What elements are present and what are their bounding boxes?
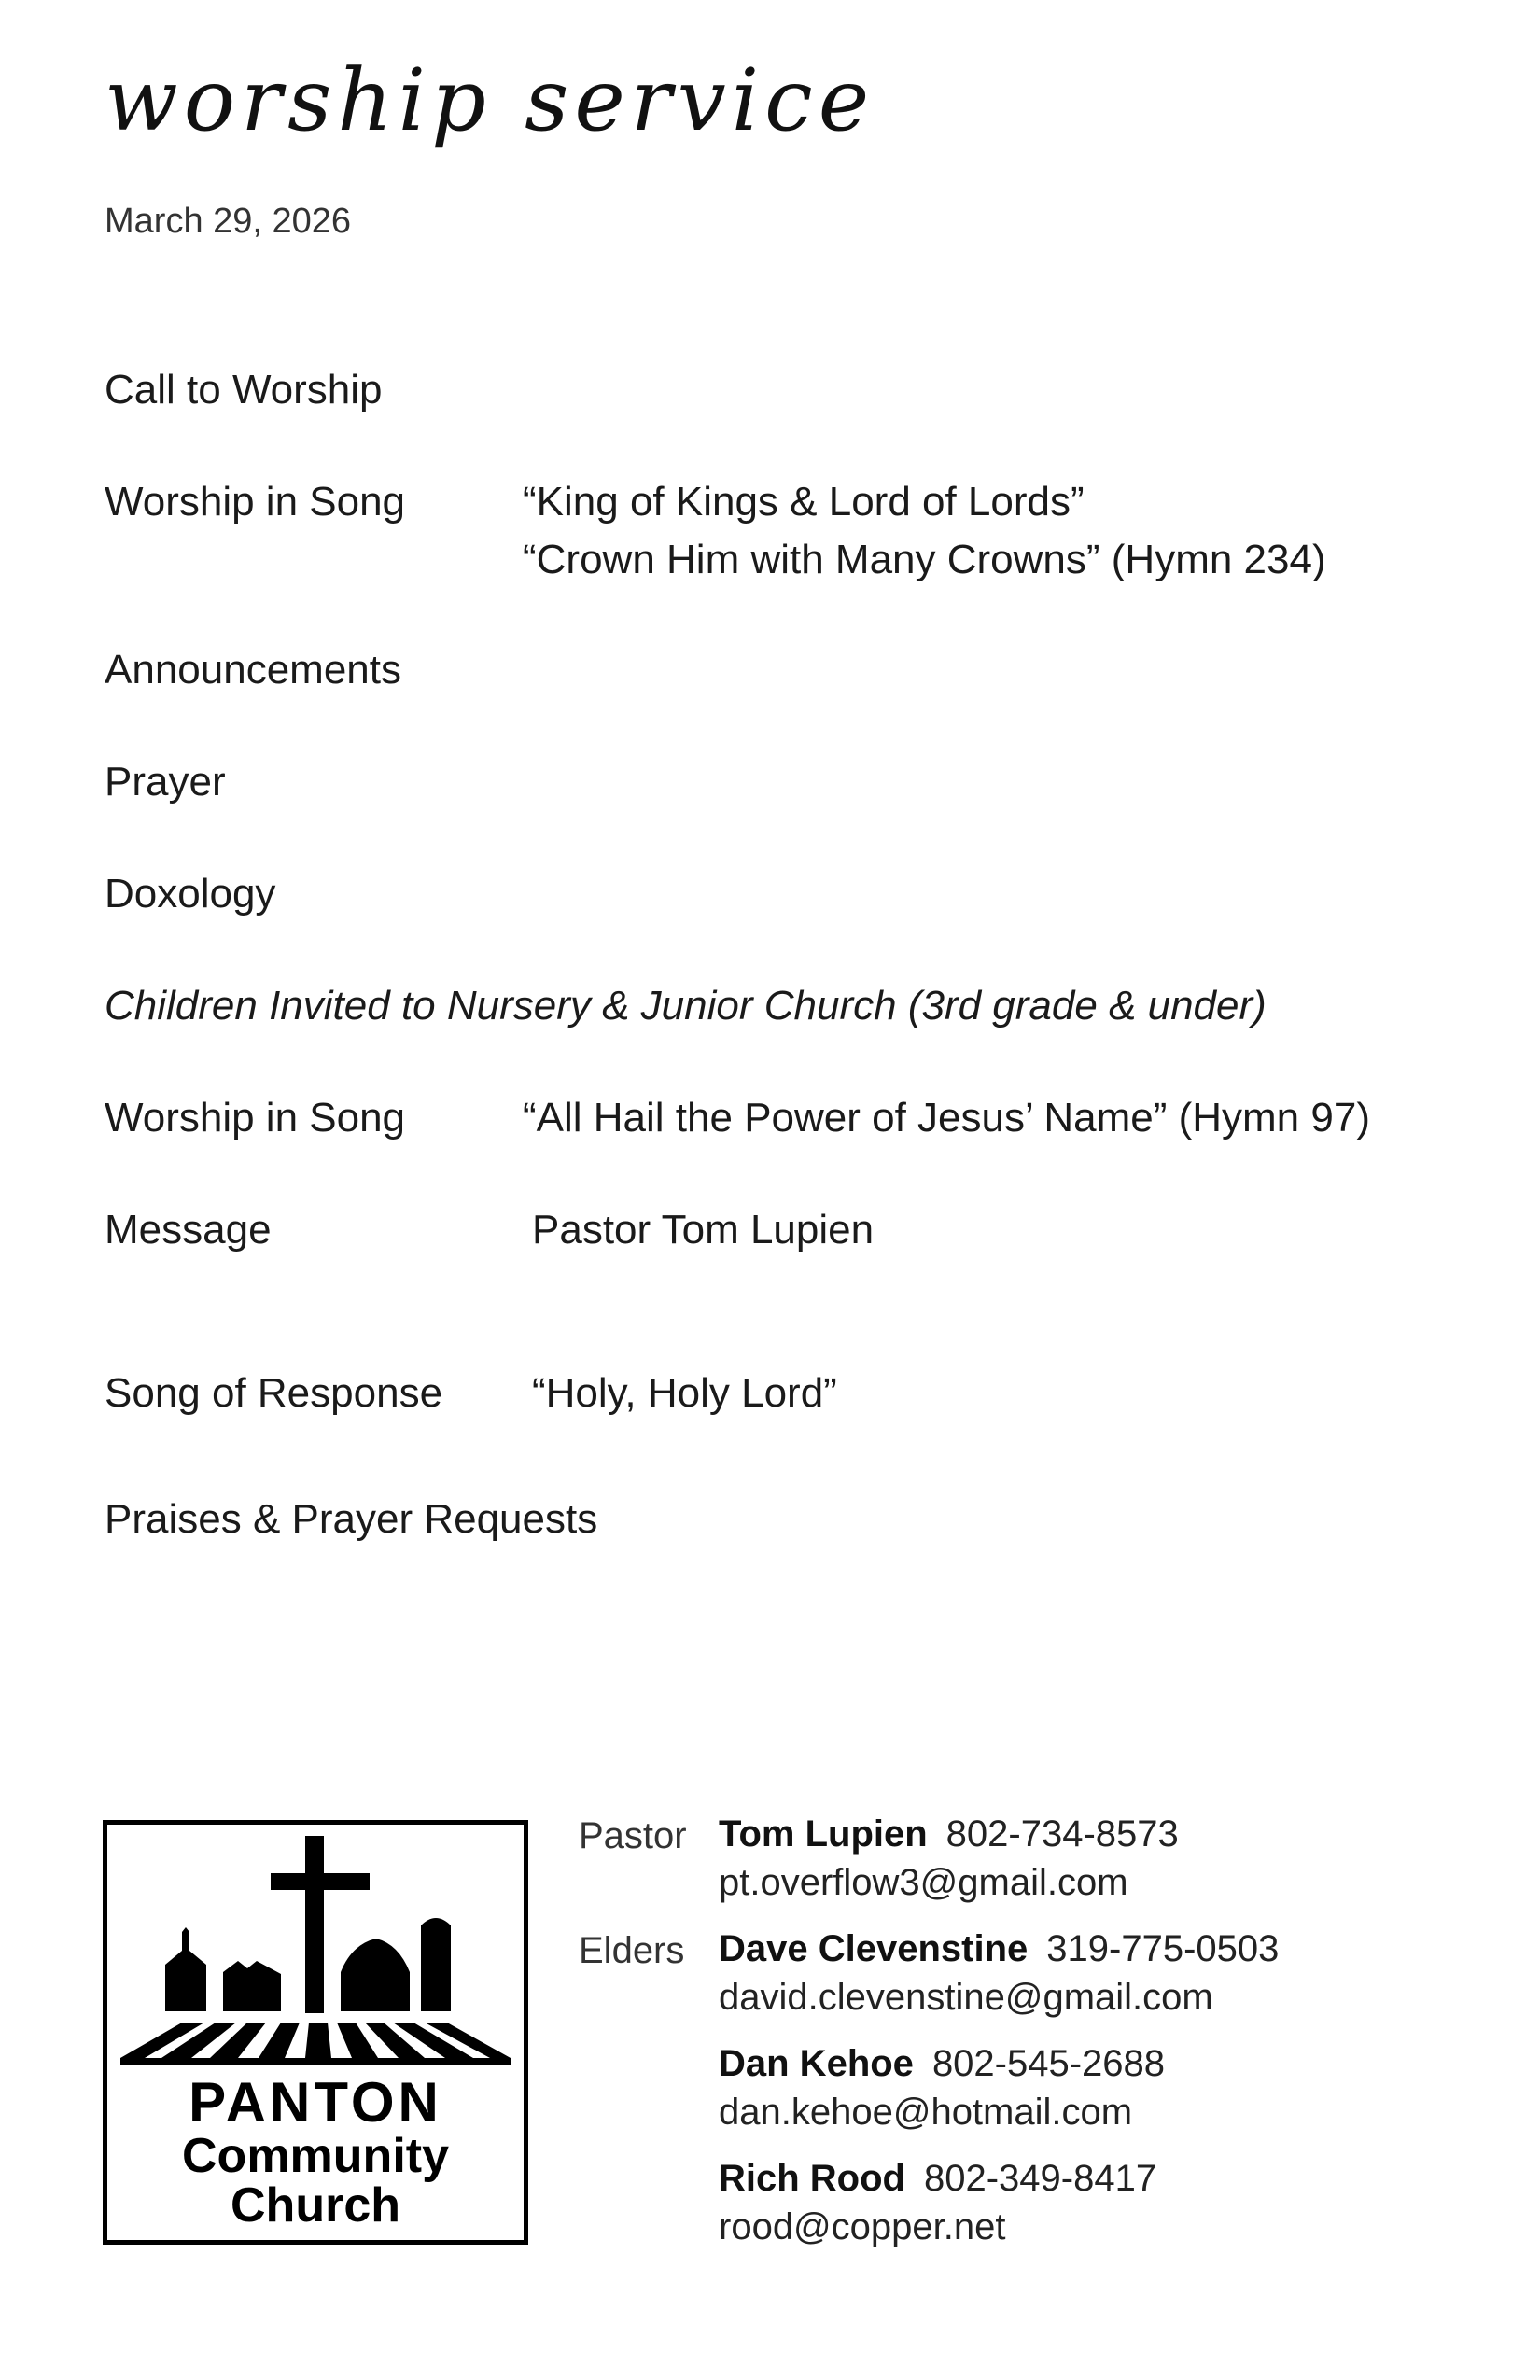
logo-line-2: Community (182, 2129, 449, 2183)
song-title: “Holy, Holy Lord” (532, 1370, 837, 1416)
item-label: Message (105, 1207, 272, 1253)
contact-elder (719, 2154, 1156, 2251)
item-detail (532, 1365, 837, 1422)
contact-phone: 319-775-0503 (1046, 1928, 1280, 1969)
contact-elder (719, 1925, 1279, 2022)
item-label: Song of Response (105, 1370, 443, 1416)
logo-line-1: PANTON (189, 2071, 442, 2134)
item-label: Doxology (105, 871, 276, 917)
item-label: Praises & Prayer Requests (105, 1496, 598, 1542)
cross-horizontal (271, 1873, 370, 1890)
contact-name: Tom Lupien (719, 1813, 928, 1855)
item-label: Worship in Song (105, 1095, 406, 1141)
logo-line-3: Church (231, 2178, 400, 2233)
item-label: Worship in Song (105, 479, 406, 525)
church-building (165, 1927, 206, 2011)
field-base (120, 2058, 511, 2065)
contact-pastor (719, 1810, 1179, 1907)
contact-email[interactable]: rood@copper.net (719, 2206, 1006, 2247)
church-logo-graphic (107, 1825, 524, 2240)
contact-name: Dave Clevenstine (719, 1928, 1029, 1969)
item-label: Call to Worship (105, 367, 383, 413)
contact-email[interactable]: david.clevenstine@gmail.com (719, 1977, 1213, 2018)
contact-email[interactable]: dan.kehoe@hotmail.com (719, 2092, 1133, 2133)
item-detail (523, 473, 1326, 589)
role-label-elders: Elders (579, 1930, 685, 1971)
contact-elder (719, 2039, 1165, 2136)
silo-building (421, 1918, 451, 2011)
item-detail (523, 1089, 1370, 1147)
song-title: “All Hail the Power of Jesus’ Name” (Hymn 97) (523, 1095, 1370, 1141)
contact-phone: 802-734-8573 (945, 1813, 1179, 1855)
children-note: Children Invited to Nursery & Junior Church (3rd grade & under) (105, 983, 1267, 1029)
item-label: Announcements (105, 647, 401, 693)
field-furrows (120, 2023, 511, 2058)
contact-email[interactable]: pt.overflow3@gmail.com (719, 1862, 1128, 1903)
contact-name: Rich Rood (719, 2158, 905, 2199)
role-label-pastor: Pastor (579, 1815, 687, 1856)
item-detail (532, 1201, 874, 1259)
item-label: Prayer (105, 759, 226, 805)
church-logo (103, 1820, 528, 2245)
contact-name: Dan Kehoe (719, 2043, 914, 2084)
speaker: Pastor Tom Lupien (532, 1207, 875, 1253)
house-building (223, 1961, 281, 2011)
contact-phone: 802-545-2688 (931, 2043, 1166, 2084)
song-title: “Crown Him with Many Crowns” (Hymn 234) (523, 537, 1326, 582)
cross-vertical (305, 1836, 324, 2013)
service-date: March 29, 2026 (105, 202, 352, 241)
song-title: “King of Kings & Lord of Lords” (523, 479, 1085, 525)
contact-phone: 802-349-8417 (923, 2158, 1157, 2199)
barn-building (341, 1939, 410, 2011)
page-title: worship service (105, 50, 875, 150)
